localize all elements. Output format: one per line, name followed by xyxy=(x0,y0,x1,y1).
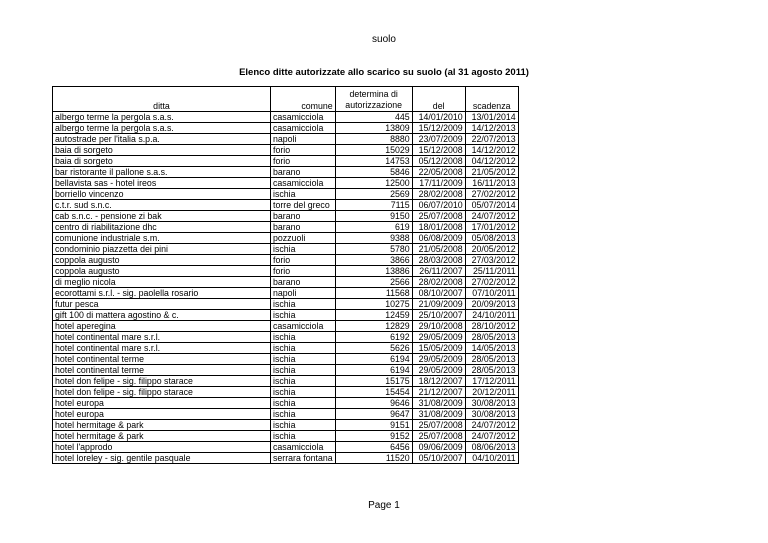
cell-comune: forio xyxy=(271,145,336,156)
cell-determina: 5626 xyxy=(335,343,412,354)
cell-comune: ischia xyxy=(271,354,336,365)
cell-scadenza: 27/03/2012 xyxy=(465,255,518,266)
cell-determina: 9388 xyxy=(335,233,412,244)
cell-del: 21/05/2008 xyxy=(412,244,465,255)
cell-ditta: hotel continental mare s.r.l. xyxy=(53,332,271,343)
cell-comune: forio xyxy=(271,255,336,266)
cell-scadenza: 13/01/2014 xyxy=(465,112,518,123)
table-row xyxy=(53,134,519,145)
cell-ditta: baia di sorgeto xyxy=(53,156,271,167)
cell-determina: 5780 xyxy=(335,244,412,255)
cell-ditta: hotel aperegina xyxy=(53,321,271,332)
cell-del: 06/07/2010 xyxy=(412,200,465,211)
cell-del: 14/01/2010 xyxy=(412,112,465,123)
cell-del: 15/12/2009 xyxy=(412,123,465,134)
cell-ditta: hotel europa xyxy=(53,409,271,420)
cell-scadenza: 20/09/2013 xyxy=(465,299,518,310)
cell-del: 17/11/2009 xyxy=(412,178,465,189)
cell-comune: ischia xyxy=(271,343,336,354)
cell-determina: 14753 xyxy=(335,156,412,167)
cell-scadenza: 14/05/2013 xyxy=(465,343,518,354)
cell-determina: 6456 xyxy=(335,442,412,453)
cell-del: 25/07/2008 xyxy=(412,431,465,442)
table-row xyxy=(53,365,519,376)
cell-comune: barano xyxy=(271,277,336,288)
cell-determina: 7115 xyxy=(335,200,412,211)
cell-scadenza: 24/07/2012 xyxy=(465,431,518,442)
cell-determina: 5846 xyxy=(335,167,412,178)
table-row xyxy=(53,387,519,398)
cell-determina: 9647 xyxy=(335,409,412,420)
cell-comune: serrara fontana xyxy=(271,453,336,464)
cell-comune: forio xyxy=(271,266,336,277)
cell-ditta: hotel continental terme xyxy=(53,354,271,365)
cell-ditta: hotel hermitage & park xyxy=(53,431,271,442)
table-row xyxy=(53,167,519,178)
cell-scadenza: 28/05/2013 xyxy=(465,365,518,376)
table-row xyxy=(53,299,519,310)
cell-del: 05/10/2007 xyxy=(412,453,465,464)
cell-comune: torre del greco xyxy=(271,200,336,211)
cell-del: 25/07/2008 xyxy=(412,211,465,222)
cell-scadenza: 20/12/2011 xyxy=(465,387,518,398)
cell-determina: 11520 xyxy=(335,453,412,464)
cell-ditta: c.t.r. sud s.n.c. xyxy=(53,200,271,211)
cell-scadenza: 20/05/2012 xyxy=(465,244,518,255)
cell-scadenza: 30/08/2013 xyxy=(465,409,518,420)
table-row xyxy=(53,277,519,288)
cell-ditta: hotel hermitage & park xyxy=(53,420,271,431)
table-row xyxy=(53,178,519,189)
cell-scadenza: 28/05/2013 xyxy=(465,354,518,365)
cell-scadenza: 17/01/2012 xyxy=(465,222,518,233)
cell-del: 15/05/2009 xyxy=(412,343,465,354)
cell-determina: 6194 xyxy=(335,354,412,365)
table-row xyxy=(53,112,519,123)
table-row xyxy=(53,244,519,255)
cell-determina: 6194 xyxy=(335,365,412,376)
cell-comune: pozzuoli xyxy=(271,233,336,244)
cell-ditta: coppola augusto xyxy=(53,266,271,277)
cell-scadenza: 27/02/2012 xyxy=(465,189,518,200)
cell-scadenza: 05/08/2013 xyxy=(465,233,518,244)
cell-determina: 3866 xyxy=(335,255,412,266)
cell-scadenza: 14/12/2013 xyxy=(465,123,518,134)
cell-comune: ischia xyxy=(271,376,336,387)
table-row xyxy=(53,431,519,442)
cell-comune: casamicciola xyxy=(271,123,336,134)
cell-determina: 12829 xyxy=(335,321,412,332)
cell-comune: ischia xyxy=(271,244,336,255)
cell-ditta: hotel europa xyxy=(53,398,271,409)
cell-ditta: centro di riabilitazione dhc xyxy=(53,222,271,233)
cell-del: 09/06/2009 xyxy=(412,442,465,453)
cell-del: 31/08/2009 xyxy=(412,398,465,409)
cell-del: 31/08/2009 xyxy=(412,409,465,420)
cell-del: 28/03/2008 xyxy=(412,255,465,266)
sheet-name: suolo xyxy=(372,34,396,45)
cell-del: 23/07/2009 xyxy=(412,134,465,145)
cell-determina: 619 xyxy=(335,222,412,233)
cell-comune: ischia xyxy=(271,387,336,398)
table-row xyxy=(53,453,519,464)
cell-comune: ischia xyxy=(271,420,336,431)
cell-comune: casamicciola xyxy=(271,442,336,453)
cell-del: 28/02/2008 xyxy=(412,189,465,200)
cell-comune: ischia xyxy=(271,310,336,321)
cell-ditta: borriello vincenzo xyxy=(53,189,271,200)
cell-determina: 445 xyxy=(335,112,412,123)
column-header-determina-line1: determina di xyxy=(349,89,398,99)
cell-scadenza: 17/12/2011 xyxy=(465,376,518,387)
table-row xyxy=(53,398,519,409)
table-row xyxy=(53,376,519,387)
cell-determina: 12500 xyxy=(335,178,412,189)
cell-comune: ischia xyxy=(271,409,336,420)
cell-del: 21/12/2007 xyxy=(412,387,465,398)
table-row xyxy=(53,442,519,453)
cell-ditta: hotel loreley - sig. gentile pasquale xyxy=(53,453,271,464)
authorizations-table xyxy=(52,86,519,464)
cell-scadenza: 25/11/2011 xyxy=(465,266,518,277)
document-title: Elenco ditte autorizzate allo scarico su suolo (al 31 agosto 2011) xyxy=(239,67,529,78)
cell-del: 18/01/2008 xyxy=(412,222,465,233)
cell-comune: forio xyxy=(271,156,336,167)
cell-del: 21/09/2009 xyxy=(412,299,465,310)
cell-del: 18/12/2007 xyxy=(412,376,465,387)
cell-scadenza: 04/10/2011 xyxy=(465,453,518,464)
cell-determina: 2566 xyxy=(335,277,412,288)
cell-scadenza: 08/06/2013 xyxy=(465,442,518,453)
cell-determina: 15029 xyxy=(335,145,412,156)
cell-del: 25/10/2007 xyxy=(412,310,465,321)
column-header-ditta: ditta xyxy=(53,87,271,112)
page-number: Page 1 xyxy=(368,500,400,511)
column-header-determina-line2: autorizzazione xyxy=(345,100,403,110)
cell-determina: 2569 xyxy=(335,189,412,200)
cell-scadenza: 28/10/2012 xyxy=(465,321,518,332)
cell-scadenza: 30/08/2013 xyxy=(465,398,518,409)
cell-ditta: hotel don felipe - sig. filippo starace xyxy=(53,387,271,398)
cell-determina: 9152 xyxy=(335,431,412,442)
cell-del: 05/12/2008 xyxy=(412,156,465,167)
cell-scadenza: 24/07/2012 xyxy=(465,420,518,431)
cell-comune: casamicciola xyxy=(271,178,336,189)
cell-del: 29/05/2009 xyxy=(412,365,465,376)
cell-scadenza: 28/05/2013 xyxy=(465,332,518,343)
cell-scadenza: 16/11/2013 xyxy=(465,178,518,189)
cell-scadenza: 24/10/2011 xyxy=(465,310,518,321)
cell-scadenza: 05/07/2014 xyxy=(465,200,518,211)
table-row xyxy=(53,233,519,244)
cell-scadenza: 21/05/2012 xyxy=(465,167,518,178)
cell-comune: ischia xyxy=(271,332,336,343)
column-header-scadenza: scadenza xyxy=(465,87,518,112)
cell-determina: 6192 xyxy=(335,332,412,343)
table-row xyxy=(53,332,519,343)
cell-ditta: cab s.n.c. - pensione zi bak xyxy=(53,211,271,222)
cell-ditta: hotel continental mare s.r.l. xyxy=(53,343,271,354)
table-row xyxy=(53,222,519,233)
cell-comune: barano xyxy=(271,211,336,222)
table-row xyxy=(53,211,519,222)
table-row xyxy=(53,145,519,156)
cell-determina: 9646 xyxy=(335,398,412,409)
table-row xyxy=(53,189,519,200)
cell-del: 29/05/2009 xyxy=(412,332,465,343)
cell-determina: 9150 xyxy=(335,211,412,222)
cell-ditta: di meglio nicola xyxy=(53,277,271,288)
table-row xyxy=(53,420,519,431)
cell-determina: 15454 xyxy=(335,387,412,398)
table-row xyxy=(53,409,519,420)
table-row xyxy=(53,310,519,321)
cell-scadenza: 24/07/2012 xyxy=(465,211,518,222)
cell-del: 29/10/2008 xyxy=(412,321,465,332)
header-row xyxy=(53,87,519,112)
cell-ditta: comunione industriale s.m. xyxy=(53,233,271,244)
cell-del: 22/05/2008 xyxy=(412,167,465,178)
cell-scadenza: 14/12/2012 xyxy=(465,145,518,156)
cell-ditta: bar ristorante il pallone s.a.s. xyxy=(53,167,271,178)
cell-ditta: albergo terme la pergola s.a.s. xyxy=(53,123,271,134)
cell-del: 29/05/2009 xyxy=(412,354,465,365)
cell-determina: 12459 xyxy=(335,310,412,321)
cell-determina: 13809 xyxy=(335,123,412,134)
table-row xyxy=(53,321,519,332)
cell-comune: napoli xyxy=(271,288,336,299)
cell-ditta: futur pesca xyxy=(53,299,271,310)
table-row xyxy=(53,288,519,299)
table-row xyxy=(53,123,519,134)
cell-del: 08/10/2007 xyxy=(412,288,465,299)
column-header-del: del xyxy=(412,87,465,112)
cell-del: 25/07/2008 xyxy=(412,420,465,431)
table-row xyxy=(53,156,519,167)
cell-del: 06/08/2009 xyxy=(412,233,465,244)
cell-del: 15/12/2008 xyxy=(412,145,465,156)
table-row xyxy=(53,200,519,211)
cell-scadenza: 22/07/2013 xyxy=(465,134,518,145)
cell-comune: barano xyxy=(271,222,336,233)
cell-del: 26/11/2007 xyxy=(412,266,465,277)
table-row xyxy=(53,266,519,277)
cell-del: 28/02/2008 xyxy=(412,277,465,288)
cell-comune: casamicciola xyxy=(271,321,336,332)
cell-ditta: baia di sorgeto xyxy=(53,145,271,156)
cell-determina: 15175 xyxy=(335,376,412,387)
cell-determina: 11568 xyxy=(335,288,412,299)
cell-ditta: hotel continental terme xyxy=(53,365,271,376)
cell-determina: 9151 xyxy=(335,420,412,431)
table-row xyxy=(53,354,519,365)
cell-ditta: gift 100 di mattera agostino & c. xyxy=(53,310,271,321)
cell-comune: barano xyxy=(271,167,336,178)
cell-ditta: condominio piazzetta dei pini xyxy=(53,244,271,255)
column-header-comune: comune xyxy=(271,87,336,112)
cell-comune: ischia xyxy=(271,398,336,409)
cell-ditta: albergo terme la pergola s.a.s. xyxy=(53,112,271,123)
cell-ditta: ecorottami s.r.l. - sig. paolella rosario xyxy=(53,288,271,299)
cell-comune: casamicciola xyxy=(271,112,336,123)
cell-scadenza: 27/02/2012 xyxy=(465,277,518,288)
cell-comune: ischia xyxy=(271,431,336,442)
table-row xyxy=(53,255,519,266)
cell-determina: 10275 xyxy=(335,299,412,310)
cell-comune: ischia xyxy=(271,365,336,376)
cell-scadenza: 07/10/2011 xyxy=(465,288,518,299)
cell-determina: 13886 xyxy=(335,266,412,277)
cell-ditta: coppola augusto xyxy=(53,255,271,266)
table-row xyxy=(53,343,519,354)
cell-ditta: hotel l'approdo xyxy=(53,442,271,453)
cell-ditta: hotel don felipe - sig. filippo starace xyxy=(53,376,271,387)
cell-ditta: autostrade per l'italia s.p.a. xyxy=(53,134,271,145)
cell-comune: ischia xyxy=(271,189,336,200)
cell-ditta: bellavista sas - hotel ireos xyxy=(53,178,271,189)
column-header-determina xyxy=(335,87,412,112)
cell-comune: ischia xyxy=(271,299,336,310)
cell-determina: 8880 xyxy=(335,134,412,145)
cell-comune: napoli xyxy=(271,134,336,145)
cell-scadenza: 04/12/2012 xyxy=(465,156,518,167)
